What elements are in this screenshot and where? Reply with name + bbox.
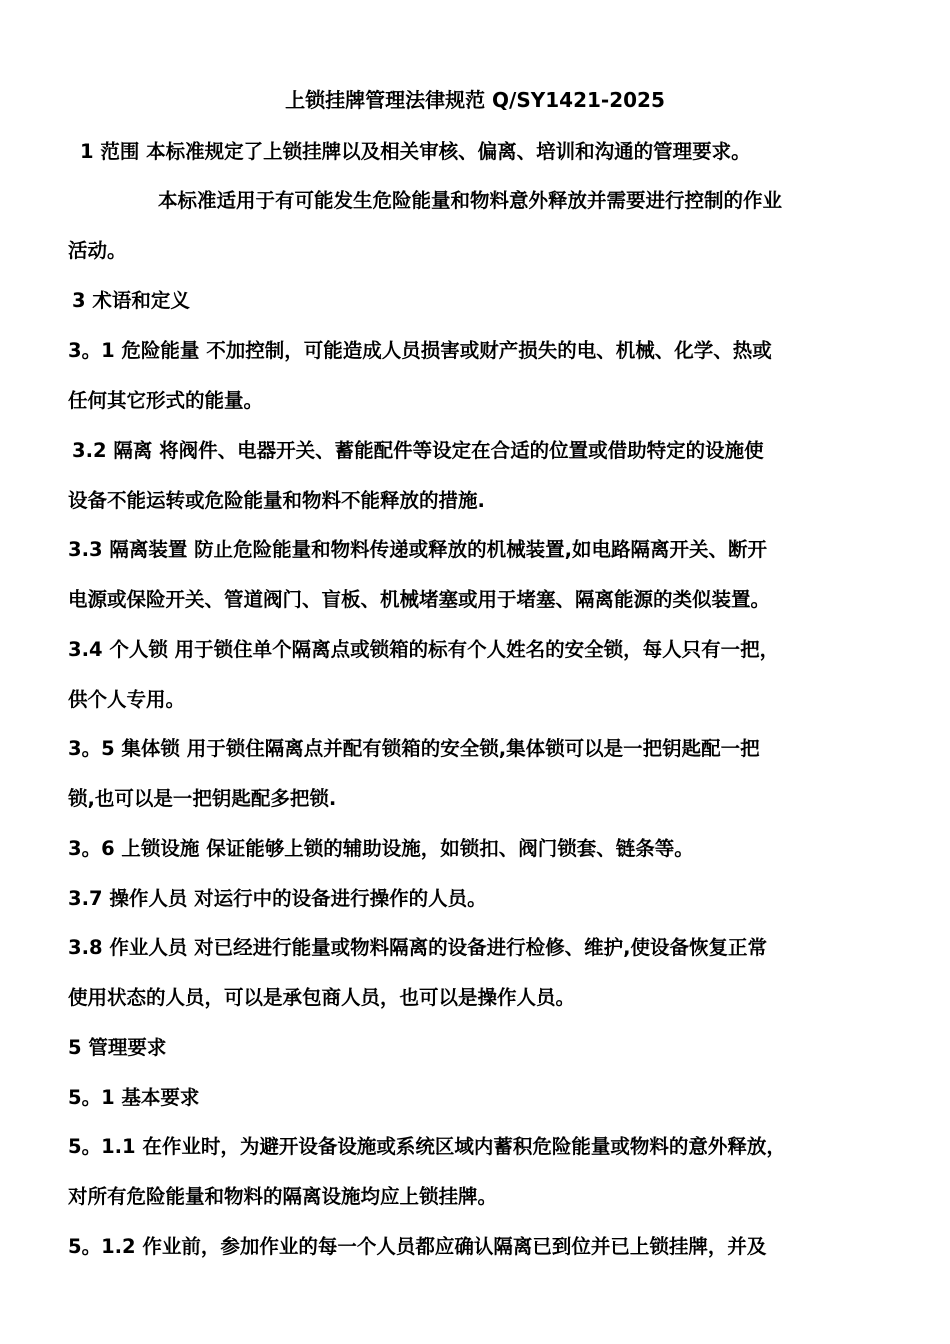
term-3-1-cont: 任何其它形式的能量。 [68, 389, 264, 412]
section-5-heading: 5 管理要求 [68, 1036, 167, 1059]
section-1-scope: 1 范围 本标准规定了上锁挂牌以及相关审核、偏离、培训和沟通的管理要求。 [80, 140, 751, 163]
document-title: 上锁挂牌管理法律规范 Q/SY1421-2025 [285, 88, 665, 112]
paragraph-applicability-cont: 活动。 [68, 239, 127, 262]
clause-5-1-2: 5。1.2 作业前，参加作业的每一个人员都应确认隔离已到位并已上锁挂牌，并及 [68, 1235, 767, 1258]
term-3-3: 3.3 隔离装置 防止危险能量和物料传递或释放的机械装置,如电路隔离开关、断开 [68, 538, 768, 561]
clause-5-1-1: 5。1.1 在作业时，为避开设备设施或系统区域内蓄积危险能量或物料的意外释放， [68, 1135, 786, 1158]
term-3-4-cont: 供个人专用。 [68, 688, 186, 711]
term-3-4: 3.4 个人锁 用于锁住单个隔离点或锁箱的标有个人姓名的安全锁，每人只有一把， [68, 638, 780, 661]
term-3-7: 3.7 操作人员 对运行中的设备进行操作的人员。 [68, 887, 487, 910]
section-3-heading: 3 术语和定义 [72, 289, 190, 312]
term-3-8: 3.8 作业人员 对已经进行能量或物料隔离的设备进行检修、维护,使设备恢复正常 [68, 936, 768, 959]
term-3-2: 3.2 隔离 将阀件、电器开关、蓄能配件等设定在合适的位置或借助特定的设施使 [72, 439, 764, 462]
term-3-5: 3。5 集体锁 用于锁住隔离点并配有锁箱的安全锁,集体锁可以是一把钥匙配一把 [68, 737, 760, 760]
term-3-1: 3。1 危险能量 不加控制，可能造成人员损害或财产损失的电、机械、化学、热或 [68, 339, 772, 362]
term-3-3-cont: 电源或保险开关、管道阀门、盲板、机械堵塞或用于堵塞、隔离能源的类似装置。 [68, 588, 771, 611]
term-3-5-cont: 锁,也可以是一把钥匙配多把锁. [68, 787, 337, 810]
paragraph-applicability: 本标准适用于有可能发生危险能量和物料意外释放并需要进行控制的作业 [158, 189, 783, 212]
term-3-8-cont: 使用状态的人员，可以是承包商人员，也可以是操作人员。 [68, 986, 576, 1009]
term-3-2-cont: 设备不能运转或危险能量和物料不能释放的措施. [68, 489, 485, 512]
clause-5-1-1-cont: 对所有危险能量和物料的隔离设施均应上锁挂牌。 [68, 1185, 498, 1208]
section-5-1-heading: 5。1 基本要求 [68, 1086, 200, 1109]
term-3-6: 3。6 上锁设施 保证能够上锁的辅助设施，如锁扣、阀门锁套、链条等。 [68, 837, 694, 860]
